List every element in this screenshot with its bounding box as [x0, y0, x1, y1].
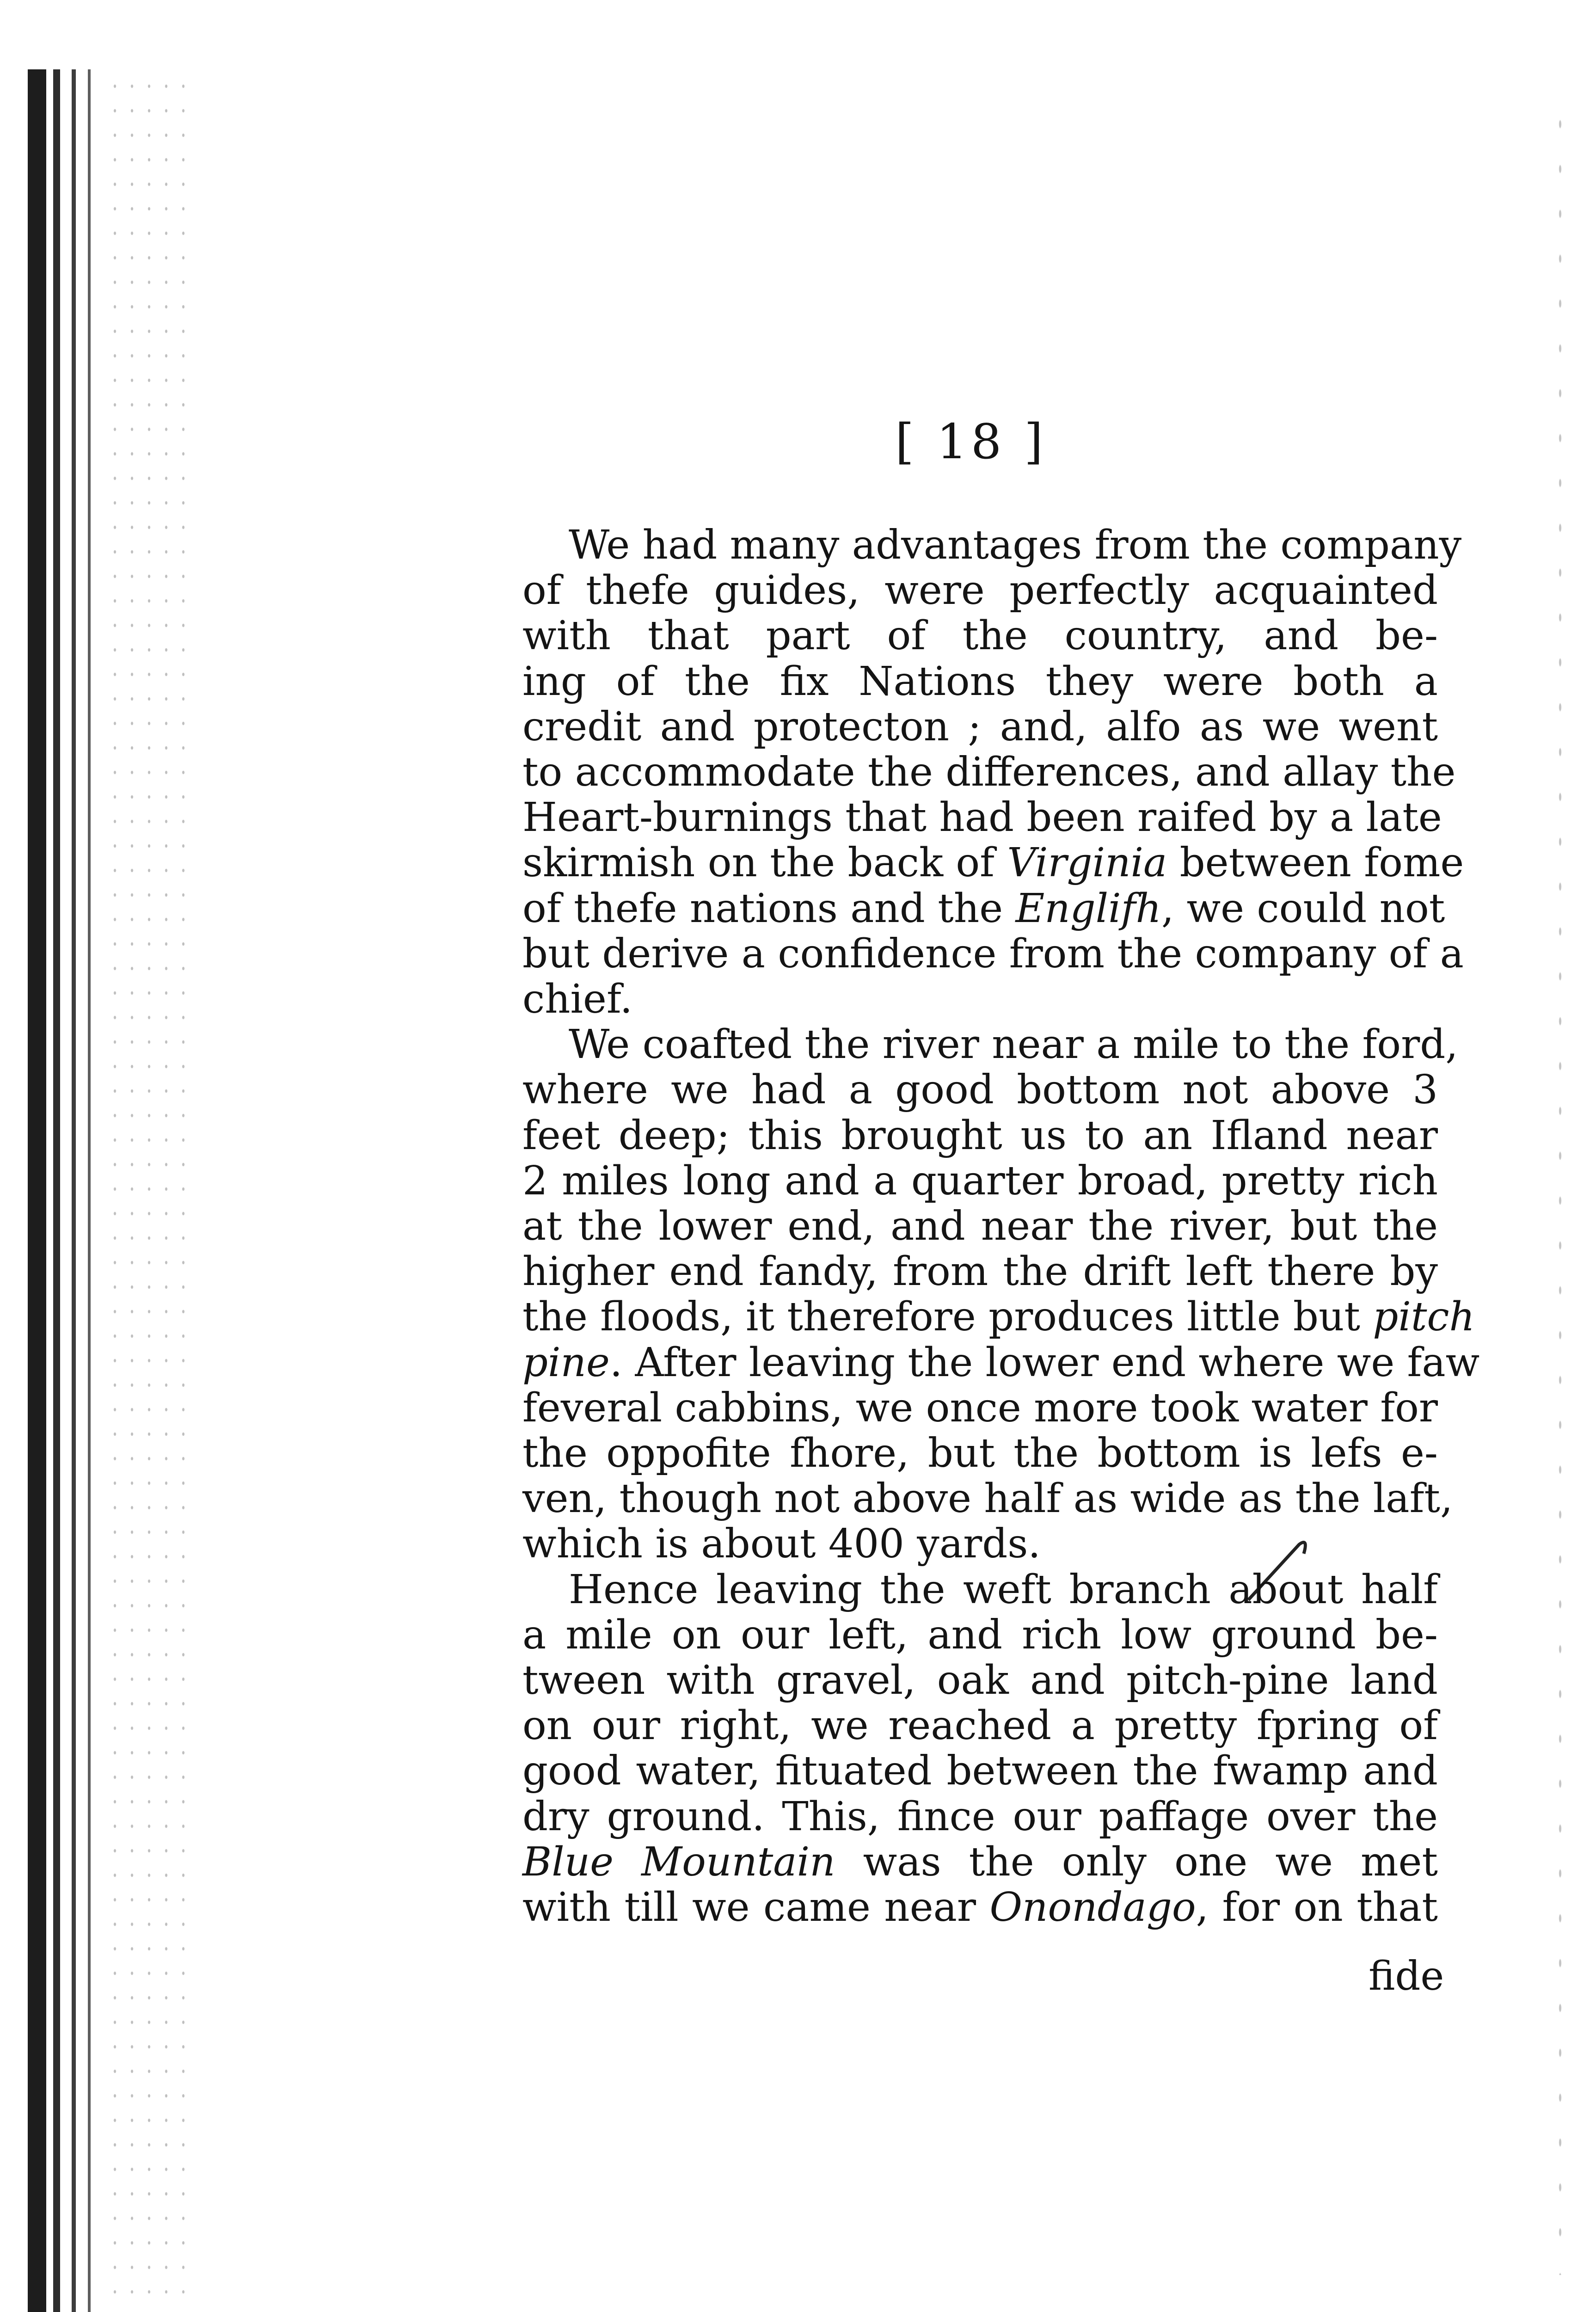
- text-line: We coafted the river near a mile to the ford,: [569, 1021, 1458, 1068]
- page-number: [ 18 ]: [895, 413, 1047, 470]
- text-line: where we had a good bottom not above 3: [522, 1067, 1438, 1113]
- text-line: on our right, we reached a pretty fpring of: [522, 1703, 1438, 1749]
- text-line: ing of the fix Nations they were both a: [522, 658, 1438, 705]
- text-line: 2 miles long and a quarter broad, pretty rich: [522, 1157, 1438, 1204]
- italic-term: pine: [522, 1339, 610, 1386]
- text-line: dry ground. This, fince our paffage over the: [522, 1793, 1438, 1840]
- binding-gutter-shadow: [28, 69, 102, 2312]
- italic-term: Virginia: [1007, 840, 1167, 886]
- text-line: ven, though not above half as wide as the laft,: [522, 1476, 1453, 1522]
- italic-term: Englifh: [1015, 885, 1161, 932]
- text-line: Blue Mountain was the only one we met: [522, 1839, 1438, 1885]
- text-line: of thefe nations and the Englifh, we could not: [522, 885, 1445, 932]
- text-line: feet deep; this brought us to an Ifland near: [522, 1112, 1438, 1159]
- text-line: but derive a confidence from the company of a: [522, 930, 1464, 977]
- text-line: good water, fituated between the fwamp and: [522, 1748, 1438, 1795]
- text-line: pine. After leaving the lower end where we faw: [522, 1339, 1480, 1386]
- text-line: higher end fandy, from the drift left there by: [522, 1248, 1438, 1295]
- text-line: skirmish on the back of Virginia between fome: [522, 840, 1464, 886]
- paragraph-1: [476, 522, 1464, 1023]
- text-line: which is about 400 yards.: [522, 1521, 1041, 1568]
- catchword: fide: [1369, 1953, 1444, 1999]
- scan-speckle-left: [106, 74, 199, 2294]
- text-line: with till we came near Onondago, for on that: [522, 1884, 1438, 1931]
- text-line: Hence leaving the weft branch about half: [569, 1566, 1438, 1613]
- text-line: the floods, it therefore produces little but pitch: [522, 1294, 1475, 1340]
- italic-term: pitch: [1373, 1294, 1475, 1340]
- text-line: credit and protecton ; and, alfo as we went: [522, 703, 1438, 750]
- body-text: [476, 522, 1480, 1931]
- text-line: the oppofite fhore, but the bottom is lefs e-: [522, 1430, 1438, 1477]
- text-line: tween with gravel, oak and pitch-pine land: [522, 1657, 1438, 1704]
- text-line: to accommodate the differences, and allay the: [522, 749, 1456, 796]
- paragraph-3: [476, 1567, 1438, 1931]
- paragraph-2: [476, 1021, 1480, 1568]
- text-line: Heart-burnings that had been raifed by a late: [522, 794, 1442, 841]
- italic-term: Onondago: [989, 1884, 1196, 1931]
- text-line: chief.: [522, 976, 633, 1023]
- text-line: with that part of the country, and be-: [522, 613, 1438, 659]
- text-line: of thefe guides, were perfectly acquainted: [522, 567, 1438, 614]
- text-line: We had many advantages from the company: [569, 522, 1462, 568]
- text-line: feveral cabbins, we once more took water for: [522, 1384, 1438, 1431]
- text-line: a mile on our left, and rich low ground be-: [522, 1611, 1438, 1658]
- italic-term: Blue Mountain: [522, 1839, 835, 1885]
- text-line: at the lower end, and near the river, but the: [522, 1203, 1438, 1250]
- scan-speckle-right: [1553, 102, 1572, 2275]
